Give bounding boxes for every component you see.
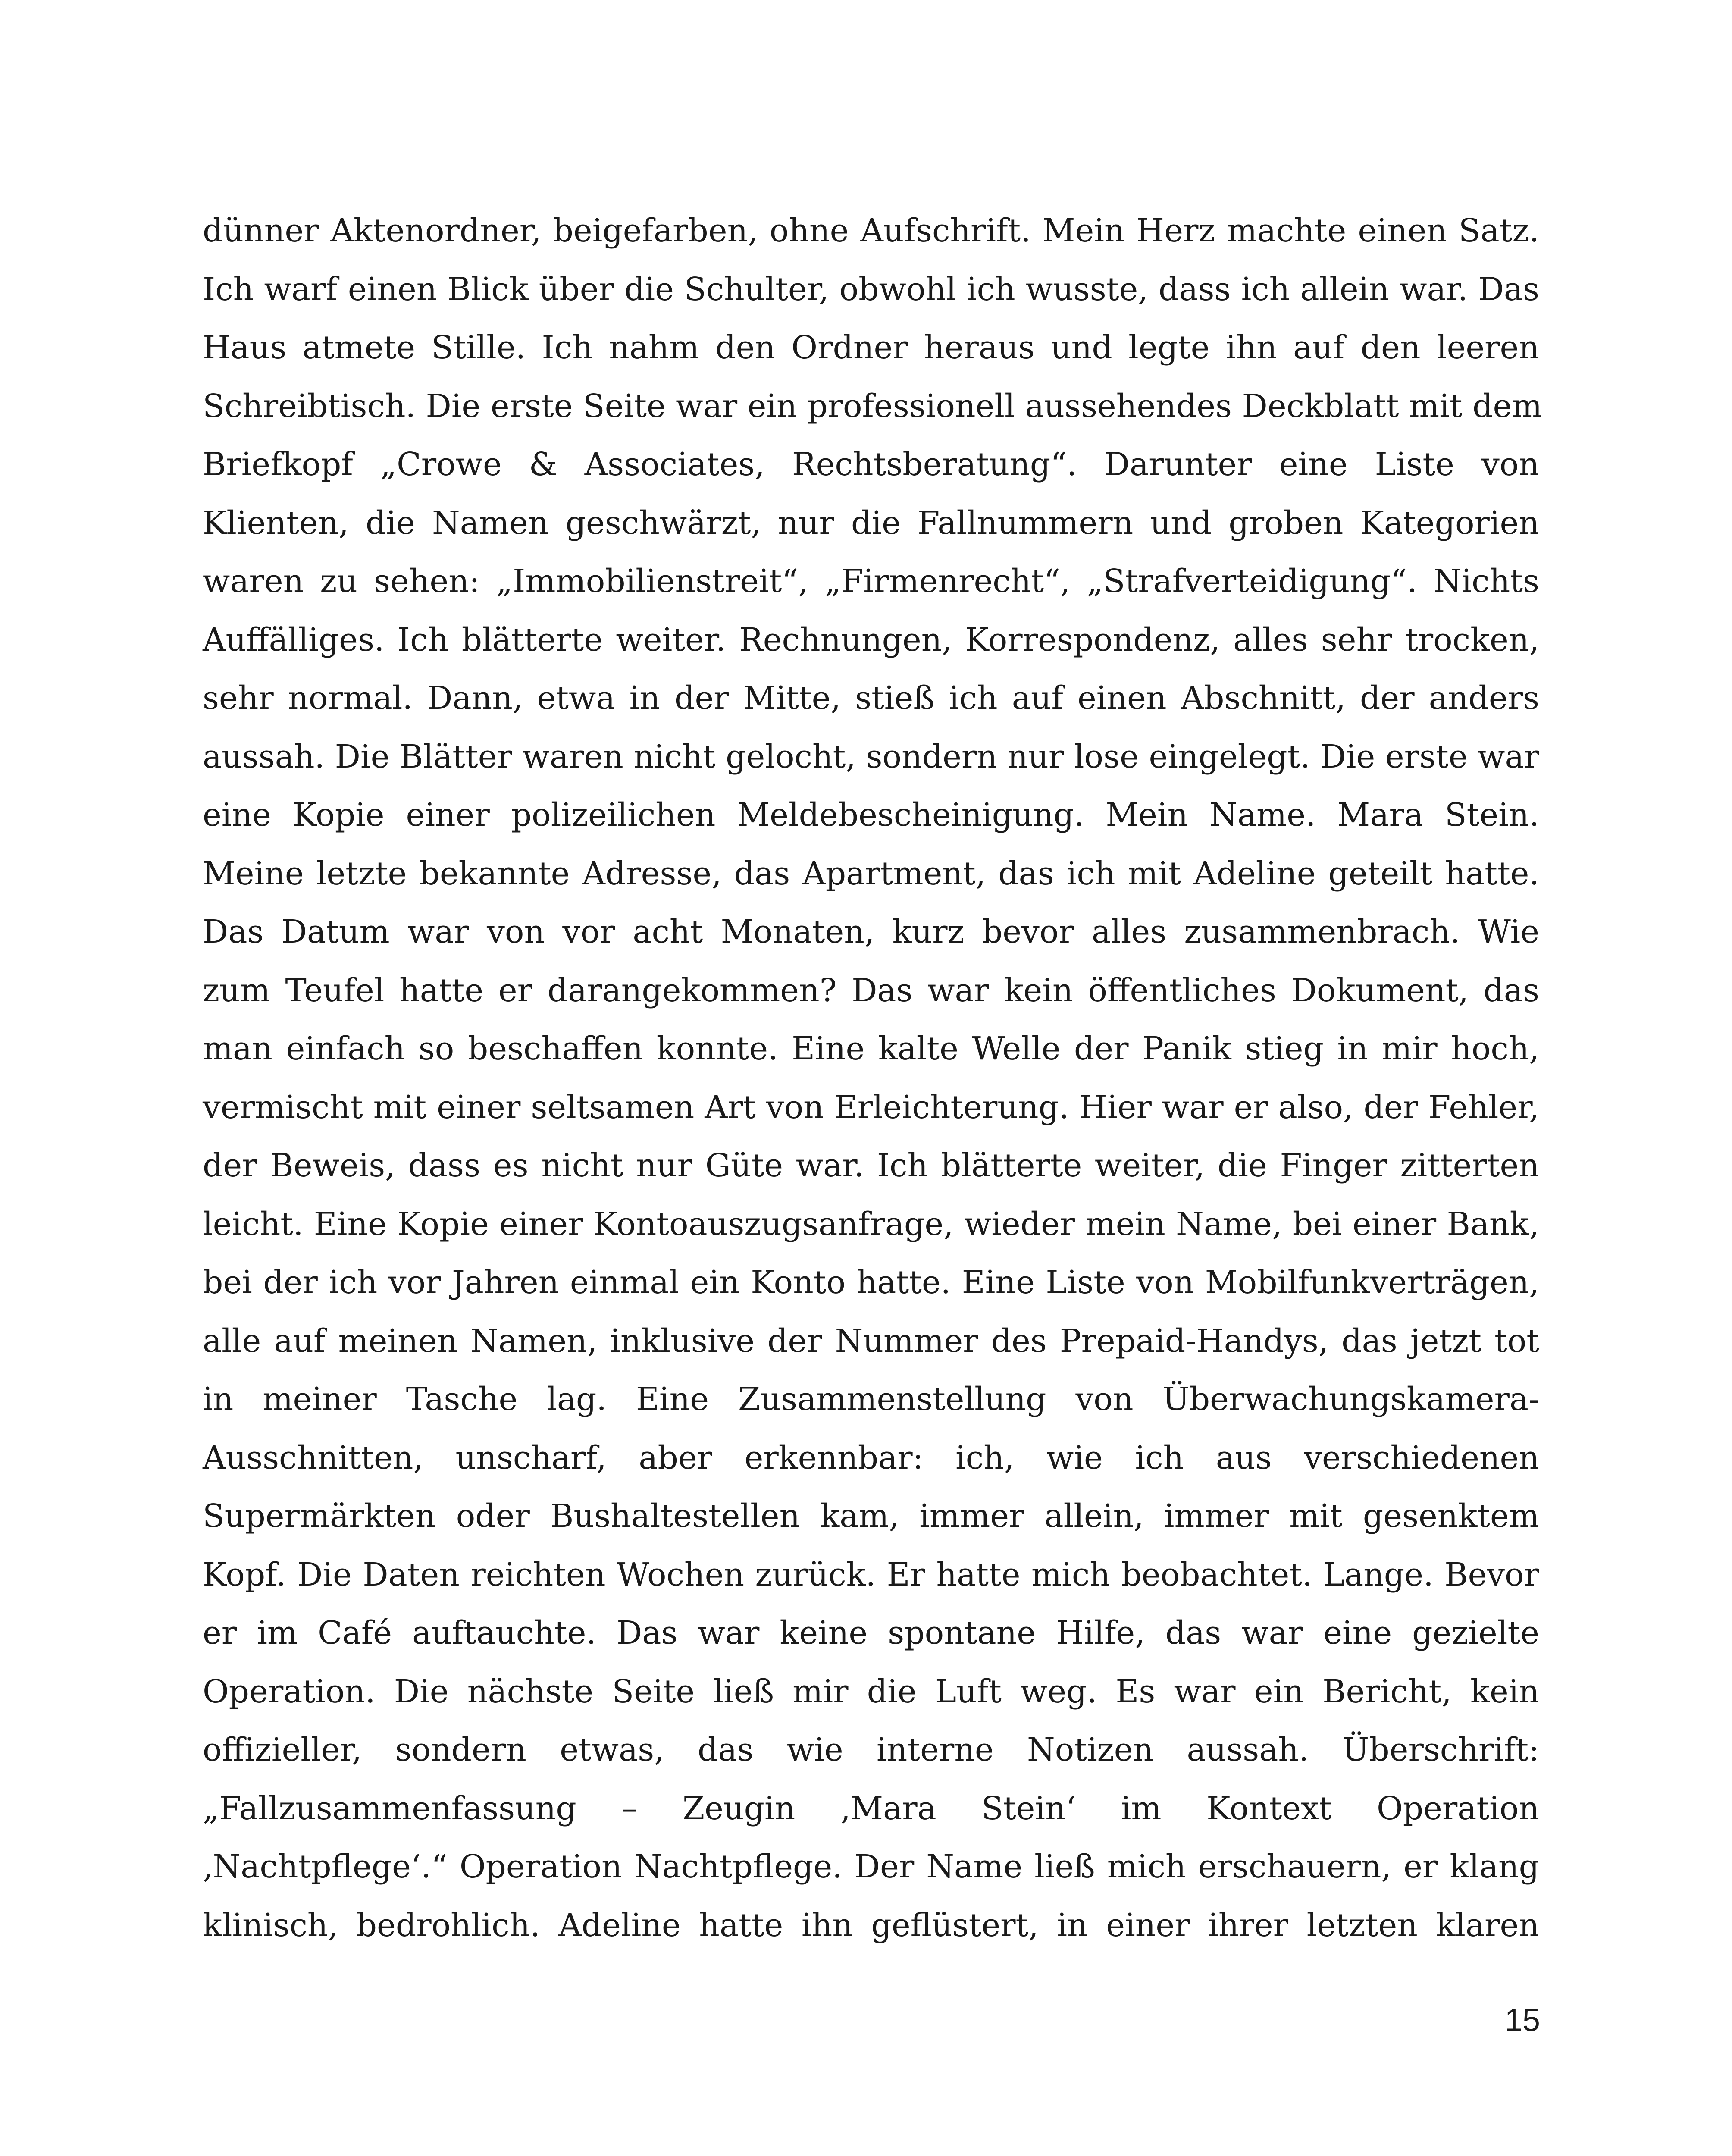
page-number: 15 — [1504, 2002, 1540, 2038]
text-line: ‚Nachtpflege‘.“ Operation Nachtpflege. Der Name ließ mich erschauern, er klang — [203, 1848, 1539, 1885]
text-line: Haus atmete Stille. Ich nahm den Ordner heraus und legte ihn auf den leeren — [203, 329, 1539, 366]
text-line: zum Teufel hatte er darangekommen? Das war kein öffentliches Dokument, das — [203, 971, 1539, 1009]
text-line: Supermärkten oder Bushaltestellen kam, immer allein, immer mit gesenktem — [203, 1498, 1539, 1535]
text-line: vermischt mit einer seltsamen Art von Erleichterung. Hier war er also, der Fehler, — [203, 1088, 1539, 1126]
body-text — [203, 202, 1542, 1955]
text-line: klinisch, bedrohlich. Adeline hatte ihn geflüstert, in einer ihrer letzten klaren — [203, 1906, 1539, 1944]
text-line: „Fallzusammenfassung – Zeugin ‚Mara Stein‘ im Kontext Operation — [203, 1789, 1539, 1827]
text-line: aussah. Die Blätter waren nicht gelocht, sondern nur lose eingelegt. Die erste war — [203, 738, 1539, 775]
text-line: offizieller, sondern etwas, das wie interne Notizen aussah. Überschrift: — [203, 1731, 1539, 1768]
text-line: waren zu sehen: „Immobilienstreit“, „Firmenrecht“, „Strafverteidigung“. Nichts — [203, 563, 1539, 600]
text-line: Kopf. Die Daten reichten Wochen zurück. Er hatte mich beobachtet. Lange. Bevor — [203, 1556, 1539, 1593]
text-line: dünner Aktenordner, beigefarben, ohne Aufschrift. Mein Herz machte einen Satz. — [203, 212, 1539, 249]
text-line: Ich warf einen Blick über die Schulter, obwohl ich wusste, dass ich allein war. Das — [203, 270, 1539, 308]
text-line: Ausschnitten, unscharf, aber erkennbar: ich, wie ich aus verschiedenen — [203, 1439, 1539, 1476]
text-line: der Beweis, dass es nicht nur Güte war. Ich blätterte weiter, die Finger zitterten — [203, 1147, 1539, 1184]
text-line: in meiner Tasche lag. Eine Zusammenstellung von Überwachungskamera- — [203, 1381, 1539, 1418]
text-line: eine Kopie einer polizeilichen Meldebescheinigung. Mein Name. Mara Stein. — [203, 796, 1539, 834]
text-line: Operation. Die nächste Seite ließ mir die Luft weg. Es war ein Bericht, kein — [203, 1673, 1539, 1710]
text-line: Klienten, die Namen geschwärzt, nur die Fallnummern und groben Kategorien — [203, 504, 1539, 542]
text-line: er im Café auftauchte. Das war keine spontane Hilfe, das war eine gezielte — [203, 1614, 1539, 1651]
text-line: leicht. Eine Kopie einer Kontoauszugsanfrage, wieder mein Name, bei einer Bank, — [203, 1205, 1539, 1243]
text-line: alle auf meinen Namen, inklusive der Nummer des Prepaid-Handys, das jetzt tot — [203, 1322, 1539, 1360]
text-line: Schreibtisch. Die erste Seite war ein professionell aussehendes Deckblatt mit dem — [203, 387, 1542, 425]
text-line: man einfach so beschaffen konnte. Eine kalte Welle der Panik stieg in mir hoch, — [203, 1030, 1539, 1067]
text-line: Meine letzte bekannte Adresse, das Apartment, das ich mit Adeline geteilt hatte. — [203, 855, 1539, 892]
text-line: sehr normal. Dann, etwa in der Mitte, stieß ich auf einen Abschnitt, der anders — [203, 680, 1539, 717]
text-line: Auffälliges. Ich blätterte weiter. Rechnungen, Korrespondenz, alles sehr trocken, — [203, 621, 1539, 658]
text-line: Briefkopf „Crowe & Associates, Rechtsberatung“. Darunter eine Liste von — [203, 446, 1539, 483]
text-line: Das Datum war von vor acht Monaten, kurz bevor alles zusammenbrach. Wie — [203, 913, 1539, 950]
text-line: bei der ich vor Jahren einmal ein Konto hatte. Eine Liste von Mobilfunkverträgen, — [203, 1264, 1539, 1301]
